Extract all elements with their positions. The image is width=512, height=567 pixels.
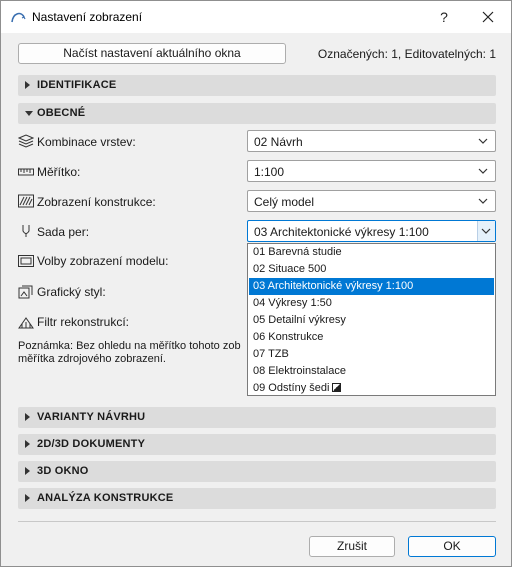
grayscale-swatch-icon — [332, 383, 341, 392]
collapse-arrow-icon — [25, 111, 33, 116]
select-value: 1:100 — [254, 165, 285, 179]
dropdown-option[interactable] — [249, 346, 494, 363]
option-label: 03 Architektonické výkresy 1:100 — [253, 280, 414, 292]
section-structural-analysis[interactable] — [18, 488, 496, 509]
expand-arrow-icon — [25, 413, 30, 421]
dropdown-option[interactable] — [249, 261, 494, 278]
window-title: Nastavení zobrazení — [32, 10, 143, 24]
structure-display-select[interactable] — [247, 190, 496, 212]
ok-button[interactable]: OK — [408, 536, 496, 557]
title-bar — [1, 1, 511, 33]
expand-arrow-icon — [25, 467, 30, 475]
pen-set-select[interactable] — [247, 220, 496, 242]
section-3d-window[interactable] — [18, 461, 496, 482]
structure-display-label: Zobrazení konstrukce: — [37, 195, 156, 209]
section-label: 2D/3D DOKUMENTY — [37, 438, 146, 450]
chevron-down-icon — [478, 136, 488, 146]
pen-set-dropdown-list — [247, 243, 496, 396]
expand-arrow-icon — [25, 440, 30, 448]
dropdown-option[interactable] — [249, 295, 494, 312]
dropdown-option-selected[interactable] — [249, 278, 494, 295]
renovation-filter-icon — [18, 315, 34, 329]
expand-arrow-icon — [25, 494, 30, 502]
graphic-style-icon — [18, 285, 34, 299]
section-2d3d-documents[interactable] — [18, 434, 496, 455]
layer-combination-label: Kombinace vrstev: — [37, 135, 136, 149]
structure-icon — [18, 194, 34, 208]
option-label: 06 Konstrukce — [253, 331, 324, 343]
section-label: IDENTIFIKACE — [37, 79, 117, 91]
renovation-filter-label: Filtr rekonstrukcí: — [37, 315, 130, 329]
section-label: VARIANTY NÁVRHU — [37, 411, 146, 423]
graphic-style-label: Grafický styl: — [37, 285, 106, 299]
option-label: 02 Situace 500 — [253, 263, 327, 275]
option-label: 04 Výkresy 1:50 — [253, 297, 332, 309]
selection-counts: Označených: 1, Editovatelných: 1 — [317, 47, 496, 61]
select-value: 02 Návrh — [254, 135, 303, 149]
note-line: měřítka zdrojového zobrazení. — [18, 353, 166, 365]
dropdown-option[interactable] — [249, 244, 494, 261]
scale-select[interactable] — [247, 160, 496, 182]
select-value: Celý model — [254, 195, 315, 209]
ruler-icon — [18, 165, 34, 179]
option-label: 08 Elektroinstalace — [253, 365, 346, 377]
select-value: 03 Architektonické výkresy 1:100 — [254, 225, 429, 239]
dropdown-option[interactable] — [249, 312, 494, 329]
section-design-options[interactable] — [18, 407, 496, 428]
app-logo-icon — [10, 9, 26, 25]
help-button[interactable]: ? — [440, 9, 448, 25]
scale-label: Měřítko: — [37, 165, 81, 179]
option-label: 05 Detailní výkresy — [253, 314, 346, 326]
section-general[interactable] — [18, 103, 496, 124]
layers-icon — [18, 134, 34, 148]
dropdown-option[interactable] — [249, 380, 494, 397]
section-identification[interactable] — [18, 75, 496, 96]
pen-set-label: Sada per: — [37, 225, 90, 239]
expand-arrow-icon — [25, 81, 30, 89]
note-line: Poznámka: Bez ohledu na měřítko tohoto zob — [18, 340, 241, 352]
section-label: OBECNÉ — [37, 107, 86, 119]
chevron-down-icon — [481, 226, 491, 236]
dropdown-option[interactable] — [249, 363, 494, 380]
section-label: 3D OKNO — [37, 465, 89, 477]
chevron-down-icon — [478, 196, 488, 206]
section-label: ANALÝZA KONSTRUKCE — [37, 492, 174, 504]
model-view-icon — [18, 254, 34, 268]
dropdown-option[interactable] — [249, 329, 494, 346]
cancel-button[interactable]: Zrušit — [309, 536, 395, 557]
footer-divider — [18, 521, 496, 522]
option-label: 01 Barevná studie — [253, 246, 342, 258]
scale-note — [18, 340, 254, 366]
close-icon[interactable] — [475, 5, 501, 29]
option-label: 07 TZB — [253, 348, 289, 360]
model-view-options-label: Volby zobrazení modelu: — [37, 254, 169, 268]
pen-icon — [18, 224, 34, 238]
option-label: 09 Odstíny šedi — [253, 382, 330, 394]
layer-combination-select[interactable] — [247, 130, 496, 152]
chevron-down-icon — [478, 166, 488, 176]
load-current-window-settings-button[interactable]: Načíst nastavení aktuálního okna — [18, 43, 286, 64]
